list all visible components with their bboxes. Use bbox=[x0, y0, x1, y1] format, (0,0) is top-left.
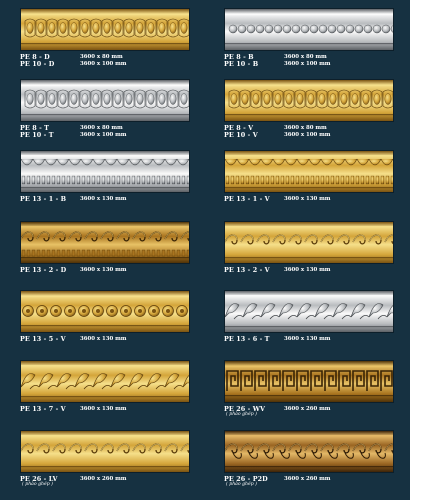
product-code: PE 13 - 5 - V bbox=[20, 335, 66, 343]
molding-swatch bbox=[20, 430, 190, 473]
product-code: PE 13 - 1 - V bbox=[224, 195, 270, 203]
product-size: 3600 x 130 mm bbox=[284, 335, 331, 342]
product-size: 3600 x 100 mm bbox=[284, 60, 331, 67]
product-code: PE 10 - T bbox=[20, 131, 54, 139]
product-item bbox=[224, 360, 394, 422]
product-item bbox=[20, 8, 190, 70]
molding-image bbox=[21, 431, 189, 472]
product-code: PE 13 - 2 - V bbox=[224, 266, 270, 274]
product-code: PE 8 - V bbox=[224, 124, 254, 132]
product-size: 3600 x 100 mm bbox=[284, 131, 331, 138]
product-code: PE 26 - P2D bbox=[224, 475, 268, 483]
molding-image bbox=[225, 291, 393, 332]
product-code: PE 8 - D bbox=[20, 53, 50, 61]
molding-swatch bbox=[20, 8, 190, 51]
product-size: 3600 x 260 mm bbox=[284, 405, 331, 412]
product-size: 3600 x 130 mm bbox=[80, 195, 127, 202]
molding-image bbox=[225, 222, 393, 263]
product-item bbox=[20, 430, 190, 492]
product-code: PE 13 - 1 - B bbox=[20, 195, 67, 203]
molding-swatch bbox=[224, 360, 394, 403]
molding-swatch bbox=[224, 221, 394, 264]
molding-swatch bbox=[224, 8, 394, 51]
product-item bbox=[20, 150, 190, 212]
molding-image bbox=[21, 361, 189, 402]
product-code: PE 26 - WV bbox=[224, 405, 266, 413]
product-size: 3600 x 130 mm bbox=[284, 195, 331, 202]
product-size: 3600 x 100 mm bbox=[80, 131, 127, 138]
product-item bbox=[224, 290, 394, 352]
product-item bbox=[224, 150, 394, 212]
molding-swatch bbox=[20, 360, 190, 403]
molding-swatch bbox=[20, 221, 190, 264]
product-item bbox=[20, 79, 190, 141]
product-item bbox=[224, 430, 394, 492]
product-size: 3600 x 260 mm bbox=[80, 475, 127, 482]
product-code: PE 13 - 6 - T bbox=[224, 335, 270, 343]
molding-image bbox=[225, 80, 393, 121]
product-code: PE 13 - 2 - D bbox=[20, 266, 67, 274]
molding-swatch bbox=[224, 430, 394, 473]
product-size: 3600 x 260 mm bbox=[284, 475, 331, 482]
product-item bbox=[20, 221, 190, 283]
molding-swatch bbox=[20, 290, 190, 333]
molding-swatch bbox=[224, 150, 394, 193]
product-size: 3600 x 130 mm bbox=[80, 405, 127, 412]
product-size: 3600 x 130 mm bbox=[80, 335, 127, 342]
molding-image bbox=[225, 361, 393, 402]
product-code: PE 10 - V bbox=[224, 131, 258, 139]
product-size: 3600 x 130 mm bbox=[80, 266, 127, 273]
product-size: 3600 x 80 mm bbox=[284, 124, 327, 131]
molding-image bbox=[21, 9, 189, 50]
product-code: PE 10 - B bbox=[224, 60, 259, 68]
product-size: 3600 x 100 mm bbox=[80, 60, 127, 67]
product-size: 3600 x 80 mm bbox=[80, 53, 123, 60]
molding-image bbox=[225, 151, 393, 192]
molding-image bbox=[21, 80, 189, 121]
product-size: 3600 x 80 mm bbox=[284, 53, 327, 60]
product-size: 3600 x 130 mm bbox=[284, 266, 331, 273]
molding-image bbox=[225, 9, 393, 50]
product-code: PE 8 - T bbox=[20, 124, 50, 132]
product-code: PE 10 - D bbox=[20, 60, 55, 68]
molding-image bbox=[21, 291, 189, 332]
molding-image bbox=[225, 431, 393, 472]
product-item bbox=[224, 8, 394, 70]
product-code: PE 8 - B bbox=[224, 53, 254, 61]
molding-swatch bbox=[224, 290, 394, 333]
molding-swatch bbox=[20, 150, 190, 193]
product-item bbox=[20, 360, 190, 422]
product-note: ( phào ghép ) bbox=[22, 482, 53, 487]
product-size: 3600 x 80 mm bbox=[80, 124, 123, 131]
product-code: PE 13 - 7 - V bbox=[20, 405, 66, 413]
product-item bbox=[224, 79, 394, 141]
product-item bbox=[20, 290, 190, 352]
molding-swatch bbox=[20, 79, 190, 122]
molding-image bbox=[21, 222, 189, 263]
molding-image bbox=[21, 151, 189, 192]
molding-swatch bbox=[224, 79, 394, 122]
product-note: ( phào ghép ) bbox=[226, 412, 257, 417]
product-note: ( phào ghép ) bbox=[226, 482, 257, 487]
product-item bbox=[224, 221, 394, 283]
product-code: PE 26 - LV bbox=[20, 475, 58, 483]
